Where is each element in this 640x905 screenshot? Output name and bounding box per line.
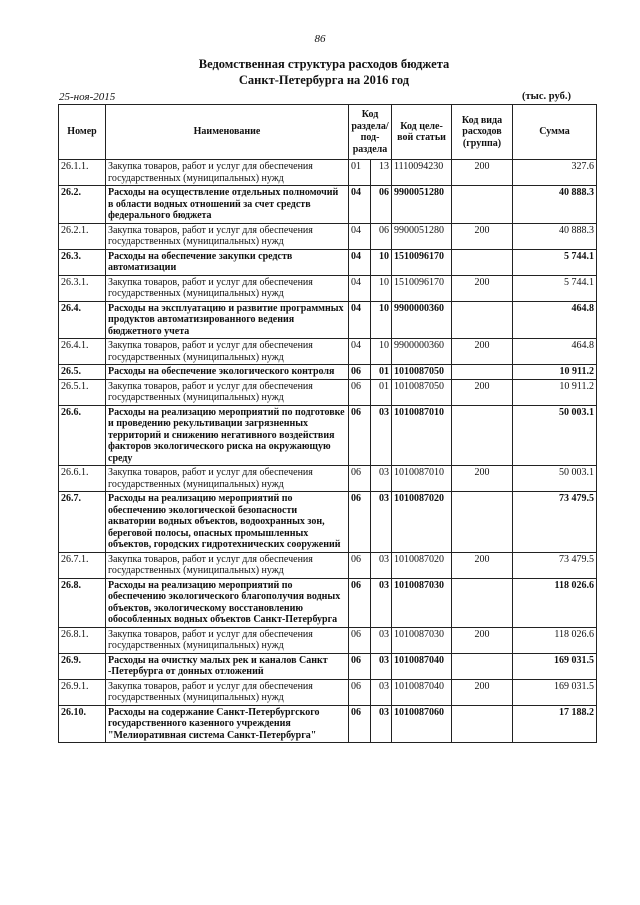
row-article-code: 1110094230	[392, 160, 452, 186]
row-expense-kind: 200	[452, 275, 513, 301]
row-number: 26.2.1.	[59, 223, 106, 249]
row-number: 26.1.1.	[59, 160, 106, 186]
table-row	[59, 365, 597, 380]
row-subsection-code: 03	[371, 705, 392, 743]
row-section-code: 04	[349, 301, 371, 339]
row-article-code: 1010087040	[392, 653, 452, 679]
row-name: Расходы на содержание Санкт-Петербургского государственного казенного учреждения "Мелиоративная система Санкт-Петербурга"	[106, 705, 349, 743]
row-name: Расходы на эксплуатацию и развитие программных продуктов автоматизированного ведения бюджетного учета	[106, 301, 349, 339]
row-sum: 464.8	[513, 339, 597, 365]
row-article-code: 9900051280	[392, 186, 452, 224]
row-number: 26.8.1.	[59, 627, 106, 653]
row-expense-kind: 200	[452, 379, 513, 405]
row-article-code: 1010087030	[392, 578, 452, 627]
row-section-code: 06	[349, 365, 371, 380]
row-expense-kind: 200	[452, 627, 513, 653]
row-sum: 50 003.1	[513, 405, 597, 466]
row-sum: 327.6	[513, 160, 597, 186]
row-name: Расходы на обеспечение экологического контроля	[106, 365, 349, 380]
row-name: Закупка товаров, работ и услуг для обеспечения государственных (муниципальных) нужд	[106, 466, 349, 492]
row-article-code: 1010087040	[392, 679, 452, 705]
row-section-code: 04	[349, 339, 371, 365]
row-number: 26.3.1.	[59, 275, 106, 301]
table-row	[59, 186, 597, 224]
table-header-row	[59, 105, 597, 160]
row-name: Закупка товаров, работ и услуг для обеспечения государственных (муниципальных) нужд	[106, 339, 349, 365]
row-expense-kind	[452, 492, 513, 553]
row-sum: 5 744.1	[513, 249, 597, 275]
row-sum: 10 911.2	[513, 365, 597, 380]
row-expense-kind: 200	[452, 223, 513, 249]
table-row	[59, 466, 597, 492]
row-number: 26.10.	[59, 705, 106, 743]
row-expense-kind: 200	[452, 466, 513, 492]
row-subsection-code: 10	[371, 301, 392, 339]
table-row	[59, 339, 597, 365]
row-name: Расходы на осуществление отдельных полномочий в области водных отношений за счет средств федерального бюджета	[106, 186, 349, 224]
row-sum: 73 479.5	[513, 552, 597, 578]
row-name: Закупка товаров, работ и услуг для обеспечения государственных (муниципальных) нужд	[106, 379, 349, 405]
row-subsection-code: 10	[371, 249, 392, 275]
row-expense-kind	[452, 653, 513, 679]
row-expense-kind: 200	[452, 160, 513, 186]
row-article-code: 1010087020	[392, 552, 452, 578]
budget-table	[58, 104, 597, 743]
row-article-code: 1010087020	[392, 492, 452, 553]
table-row	[59, 679, 597, 705]
row-article-code: 1010087050	[392, 365, 452, 380]
row-number: 26.5.1.	[59, 379, 106, 405]
row-subsection-code: 06	[371, 186, 392, 224]
row-section-code: 04	[349, 223, 371, 249]
row-article-code: 9900000360	[392, 301, 452, 339]
row-subsection-code: 03	[371, 405, 392, 466]
row-number: 26.7.	[59, 492, 106, 553]
row-name: Закупка товаров, работ и услуг для обеспечения государственных (муниципальных) нужд	[106, 552, 349, 578]
row-article-code: 1510096170	[392, 249, 452, 275]
row-section-code: 06	[349, 653, 371, 679]
header-article: Код целе-вой статьи	[392, 105, 452, 160]
row-name: Расходы на реализацию мероприятий по обеспечению экологического благополучия водных объектов, экологическому восстановлению обособленных водных объектов Санкт-Петербурга	[106, 578, 349, 627]
row-section-code: 06	[349, 466, 371, 492]
header-number: Номер	[59, 105, 106, 160]
row-subsection-code: 03	[371, 466, 392, 492]
row-sum: 17 188.2	[513, 705, 597, 743]
row-article-code: 1510096170	[392, 275, 452, 301]
row-section-code: 06	[349, 552, 371, 578]
page-number: 86	[314, 33, 326, 45]
header-name: Наименование	[106, 105, 349, 160]
row-name: Закупка товаров, работ и услуг для обеспечения государственных (муниципальных) нужд	[106, 223, 349, 249]
row-article-code: 1010087050	[392, 379, 452, 405]
row-name: Расходы на очистку малых рек и каналов Санкт -Петербурга от донных отложений	[106, 653, 349, 679]
row-expense-kind	[452, 186, 513, 224]
row-name: Расходы на реализацию мероприятий по подготовке и проведению рекультивации загрязненных территорий и снижению негативного воздействия факторов экологического риска на окружающую среду	[106, 405, 349, 466]
document-title	[0, 57, 640, 88]
table-row	[59, 405, 597, 466]
table-row	[59, 223, 597, 249]
row-number: 26.9.1.	[59, 679, 106, 705]
row-expense-kind	[452, 301, 513, 339]
row-number: 26.5.	[59, 365, 106, 380]
table-row	[59, 578, 597, 627]
row-sum: 169 031.5	[513, 653, 597, 679]
header-sum: Сумма	[513, 105, 597, 160]
table-row	[59, 653, 597, 679]
row-subsection-code: 03	[371, 492, 392, 553]
row-number: 26.2.	[59, 186, 106, 224]
row-subsection-code: 03	[371, 578, 392, 627]
row-number: 26.6.1.	[59, 466, 106, 492]
units-label: (тыс. руб.)	[522, 91, 571, 102]
row-sum: 10 911.2	[513, 379, 597, 405]
row-sum: 118 026.6	[513, 578, 597, 627]
row-name: Закупка товаров, работ и услуг для обеспечения государственных (муниципальных) нужд	[106, 679, 349, 705]
row-number: 26.3.	[59, 249, 106, 275]
row-sum: 5 744.1	[513, 275, 597, 301]
header-section: Код раздела/ под-раздела	[349, 105, 392, 160]
row-subsection-code: 03	[371, 679, 392, 705]
row-expense-kind: 200	[452, 339, 513, 365]
row-subsection-code: 03	[371, 552, 392, 578]
row-sum: 50 003.1	[513, 466, 597, 492]
row-article-code: 9900000360	[392, 339, 452, 365]
title-line-2: Санкт-Петербурга на 2016 год	[238, 72, 410, 87]
row-subsection-code: 13	[371, 160, 392, 186]
row-section-code: 06	[349, 627, 371, 653]
row-article-code: 1010087010	[392, 466, 452, 492]
row-subsection-code: 10	[371, 275, 392, 301]
row-section-code: 01	[349, 160, 371, 186]
row-section-code: 06	[349, 705, 371, 743]
row-name: Закупка товаров, работ и услуг для обеспечения государственных (муниципальных) нужд	[106, 275, 349, 301]
row-number: 26.8.	[59, 578, 106, 627]
row-subsection-code: 03	[371, 653, 392, 679]
row-number: 26.6.	[59, 405, 106, 466]
row-expense-kind	[452, 249, 513, 275]
table-row	[59, 160, 597, 186]
document-date: 25-ноя-2015	[59, 91, 116, 103]
table-row	[59, 705, 597, 743]
row-expense-kind	[452, 405, 513, 466]
row-article-code: 1010087010	[392, 405, 452, 466]
row-section-code: 06	[349, 679, 371, 705]
row-section-code: 06	[349, 379, 371, 405]
row-section-code: 06	[349, 405, 371, 466]
row-article-code: 1010087060	[392, 705, 452, 743]
table-row	[59, 275, 597, 301]
row-sum: 40 888.3	[513, 186, 597, 224]
row-number: 26.4.	[59, 301, 106, 339]
row-subsection-code: 01	[371, 365, 392, 380]
row-section-code: 04	[349, 249, 371, 275]
title-line-1: Ведомственная структура расходов бюджета	[198, 57, 450, 71]
row-expense-kind	[452, 705, 513, 743]
row-expense-kind: 200	[452, 552, 513, 578]
row-subsection-code: 03	[371, 627, 392, 653]
row-name: Расходы на реализацию мероприятий по обеспечению экологической безопасности акватории водных объектов, водоохранных зон, береговой полосы, опасных промышленных объектов, городских гидротехнических сооружений	[106, 492, 349, 553]
header-expense-kind: Код вида расходов (группа)	[452, 105, 513, 160]
row-subsection-code: 10	[371, 339, 392, 365]
row-subsection-code: 01	[371, 379, 392, 405]
row-section-code: 04	[349, 275, 371, 301]
row-sum: 118 026.6	[513, 627, 597, 653]
table-body	[59, 160, 597, 743]
row-name: Расходы на обеспечение закупки средств автоматизации	[106, 249, 349, 275]
row-expense-kind: 200	[452, 679, 513, 705]
row-sum: 73 479.5	[513, 492, 597, 553]
table-row	[59, 492, 597, 553]
row-expense-kind	[452, 578, 513, 627]
table-row	[59, 249, 597, 275]
row-number: 26.4.1.	[59, 339, 106, 365]
row-subsection-code: 06	[371, 223, 392, 249]
row-name: Закупка товаров, работ и услуг для обеспечения государственных (муниципальных) нужд	[106, 160, 349, 186]
row-section-code: 06	[349, 578, 371, 627]
row-sum: 40 888.3	[513, 223, 597, 249]
row-number: 26.7.1.	[59, 552, 106, 578]
table-row	[59, 379, 597, 405]
row-section-code: 06	[349, 492, 371, 553]
row-sum: 464.8	[513, 301, 597, 339]
row-sum: 169 031.5	[513, 679, 597, 705]
row-number: 26.9.	[59, 653, 106, 679]
table-row	[59, 552, 597, 578]
row-article-code: 1010087030	[392, 627, 452, 653]
table-row	[59, 301, 597, 339]
table-row	[59, 627, 597, 653]
row-section-code: 04	[349, 186, 371, 224]
row-article-code: 9900051280	[392, 223, 452, 249]
row-name: Закупка товаров, работ и услуг для обеспечения государственных (муниципальных) нужд	[106, 627, 349, 653]
row-expense-kind	[452, 365, 513, 380]
